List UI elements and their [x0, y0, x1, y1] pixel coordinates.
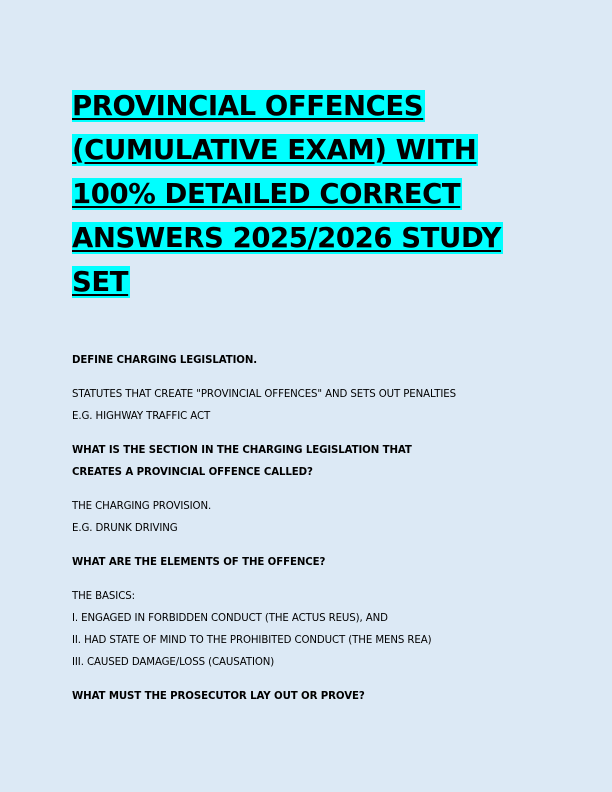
question	[72, 350, 542, 372]
question-line: CREATES A PROVINCIAL OFFENCE CALLED?	[72, 467, 313, 478]
answer-line: I. ENGAGED IN FORBIDDEN CONDUCT (THE ACTUS REUS), AND	[72, 613, 388, 624]
question-line: WHAT ARE THE ELEMENTS OF THE OFFENCE?	[72, 557, 326, 568]
answer-line: THE BASICS:	[72, 591, 135, 602]
answer-line: STATUTES THAT CREATE "PROVINCIAL OFFENCES" AND SETS OUT PENALTIES	[72, 389, 456, 400]
question	[72, 552, 542, 574]
qa-item	[72, 440, 542, 540]
qa-item	[72, 686, 542, 708]
answer	[72, 586, 542, 674]
qa-item	[72, 350, 542, 428]
question-line: DEFINE CHARGING LEGISLATION.	[72, 355, 258, 366]
question	[72, 440, 542, 484]
answer-line: III. CAUSED DAMAGE/LOSS (CAUSATION)	[72, 657, 275, 668]
answer	[72, 496, 542, 540]
question-line: WHAT MUST THE PROSECUTOR LAY OUT OR PROVE?	[72, 691, 365, 702]
document-title	[72, 84, 512, 304]
question-line: WHAT IS THE SECTION IN THE CHARGING LEGISLATION THAT	[72, 445, 412, 456]
question	[72, 686, 542, 708]
qa-list	[72, 350, 542, 708]
answer-line: THE CHARGING PROVISION.	[72, 501, 212, 512]
answer-line: E.G. DRUNK DRIVING	[72, 523, 178, 534]
answer-line: E.G. HIGHWAY TRAFFIC ACT	[72, 411, 211, 422]
document-page	[72, 84, 542, 720]
answer	[72, 384, 542, 428]
qa-item	[72, 552, 542, 674]
answer-line: II. HAD STATE OF MIND TO THE PROHIBITED CONDUCT (THE MENS REA)	[72, 635, 432, 646]
document-title-text: PROVINCIAL OFFENCES (CUMULATIVE EXAM) WITH 100% DETAILED CORRECT ANSWERS 2025/2026 STUDY SET	[72, 90, 501, 298]
